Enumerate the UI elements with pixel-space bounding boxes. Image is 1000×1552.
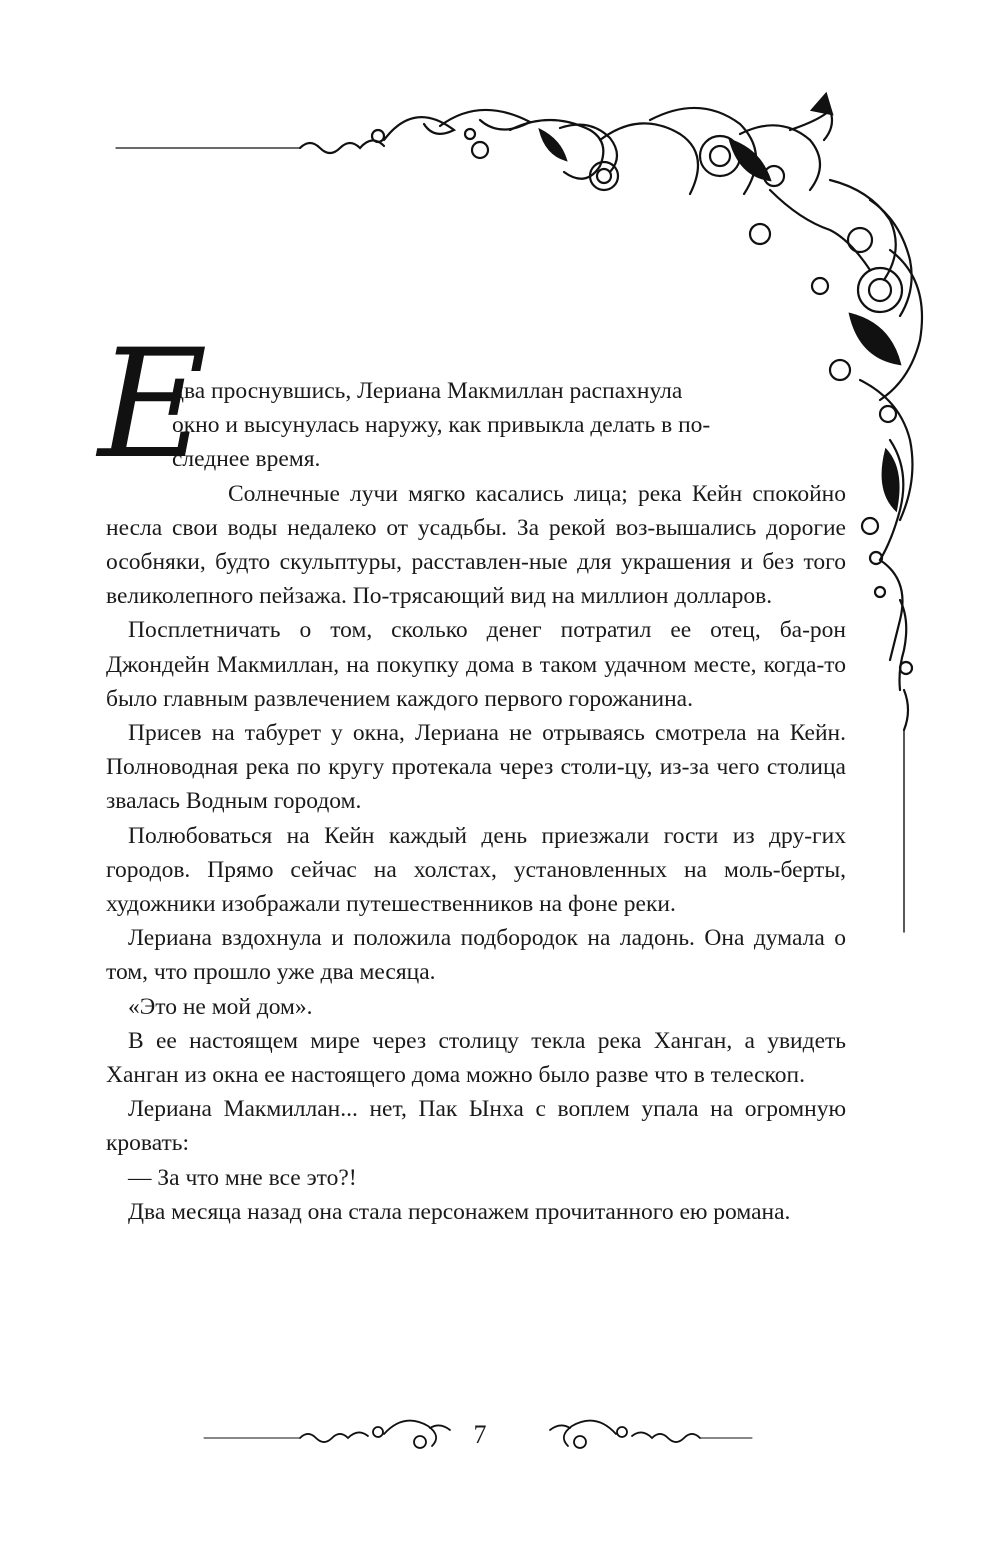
- paragraph-sigh: Лериана вздохнула и положила подбородок на ладонь. Она думала о том, что прошло уже два месяца.: [106, 925, 846, 986]
- paragraph-novel: Два месяца назад она стала персонажем прочитанного ею романа.: [128, 1198, 791, 1225]
- paragraph-window: Присев на табурет у окна, Лериана не отрываясь смотрела на Кейн. Полноводная река по кругу протекала через столи-цу, из-за чего столица звалась Водным городом.: [106, 720, 846, 815]
- paragraph-fell: Лериана Макмиллан... нет, Пак Ынха с воплем упала на огромную кровать:: [106, 1096, 846, 1157]
- paragraph-sunlight: Солнечные лучи мягко касались лица; река Кейн спокойно несла свои воды недалеко от усадьбы. За рекой воз-вышались дорогие особняки, будто скульптуры, расставлен-ные для украшения и без того великолепного пейзажа. По-трясающий вид на миллион долларов.: [106, 480, 846, 610]
- opening-line-2: окно и высунулась наружу, как привыкла делать в по-: [172, 412, 711, 439]
- drop-cap-letter: Е: [98, 318, 208, 492]
- paragraph-gossip: Посплетничать о том, сколько денег потратил ее отец, ба-рон Джондейн Макмиллан, на покупку дома в таком удачном месте, когда-то было главным развлечением каждого первого горожанина.: [106, 617, 846, 712]
- paragraph-not-home: «Это не мой дом».: [128, 993, 313, 1020]
- paragraph-guests: Полюбоваться на Кейн каждый день приезжали гости из дру-гих городов. Прямо сейчас на холстах, установленных на моль-берты, художники изображали путешественников на фоне реки.: [106, 822, 846, 918]
- body-text: [98, 318, 846, 1229]
- opening-line-3: следнее время.: [172, 446, 321, 473]
- paragraph-hangang: В ее настоящем мире через столицу текла река Ханган, а увидеть Ханган из окна ее настоящего дома можно было разве что в телескоп.: [106, 1027, 846, 1089]
- opening-line-1: два проснувшись, Лериана Макмиллан распахнула: [172, 378, 683, 404]
- paragraph-exclamation: — За что мне все это?!: [128, 1164, 357, 1191]
- page-number: 7: [473, 1420, 487, 1449]
- opening-paragraph: [98, 318, 846, 492]
